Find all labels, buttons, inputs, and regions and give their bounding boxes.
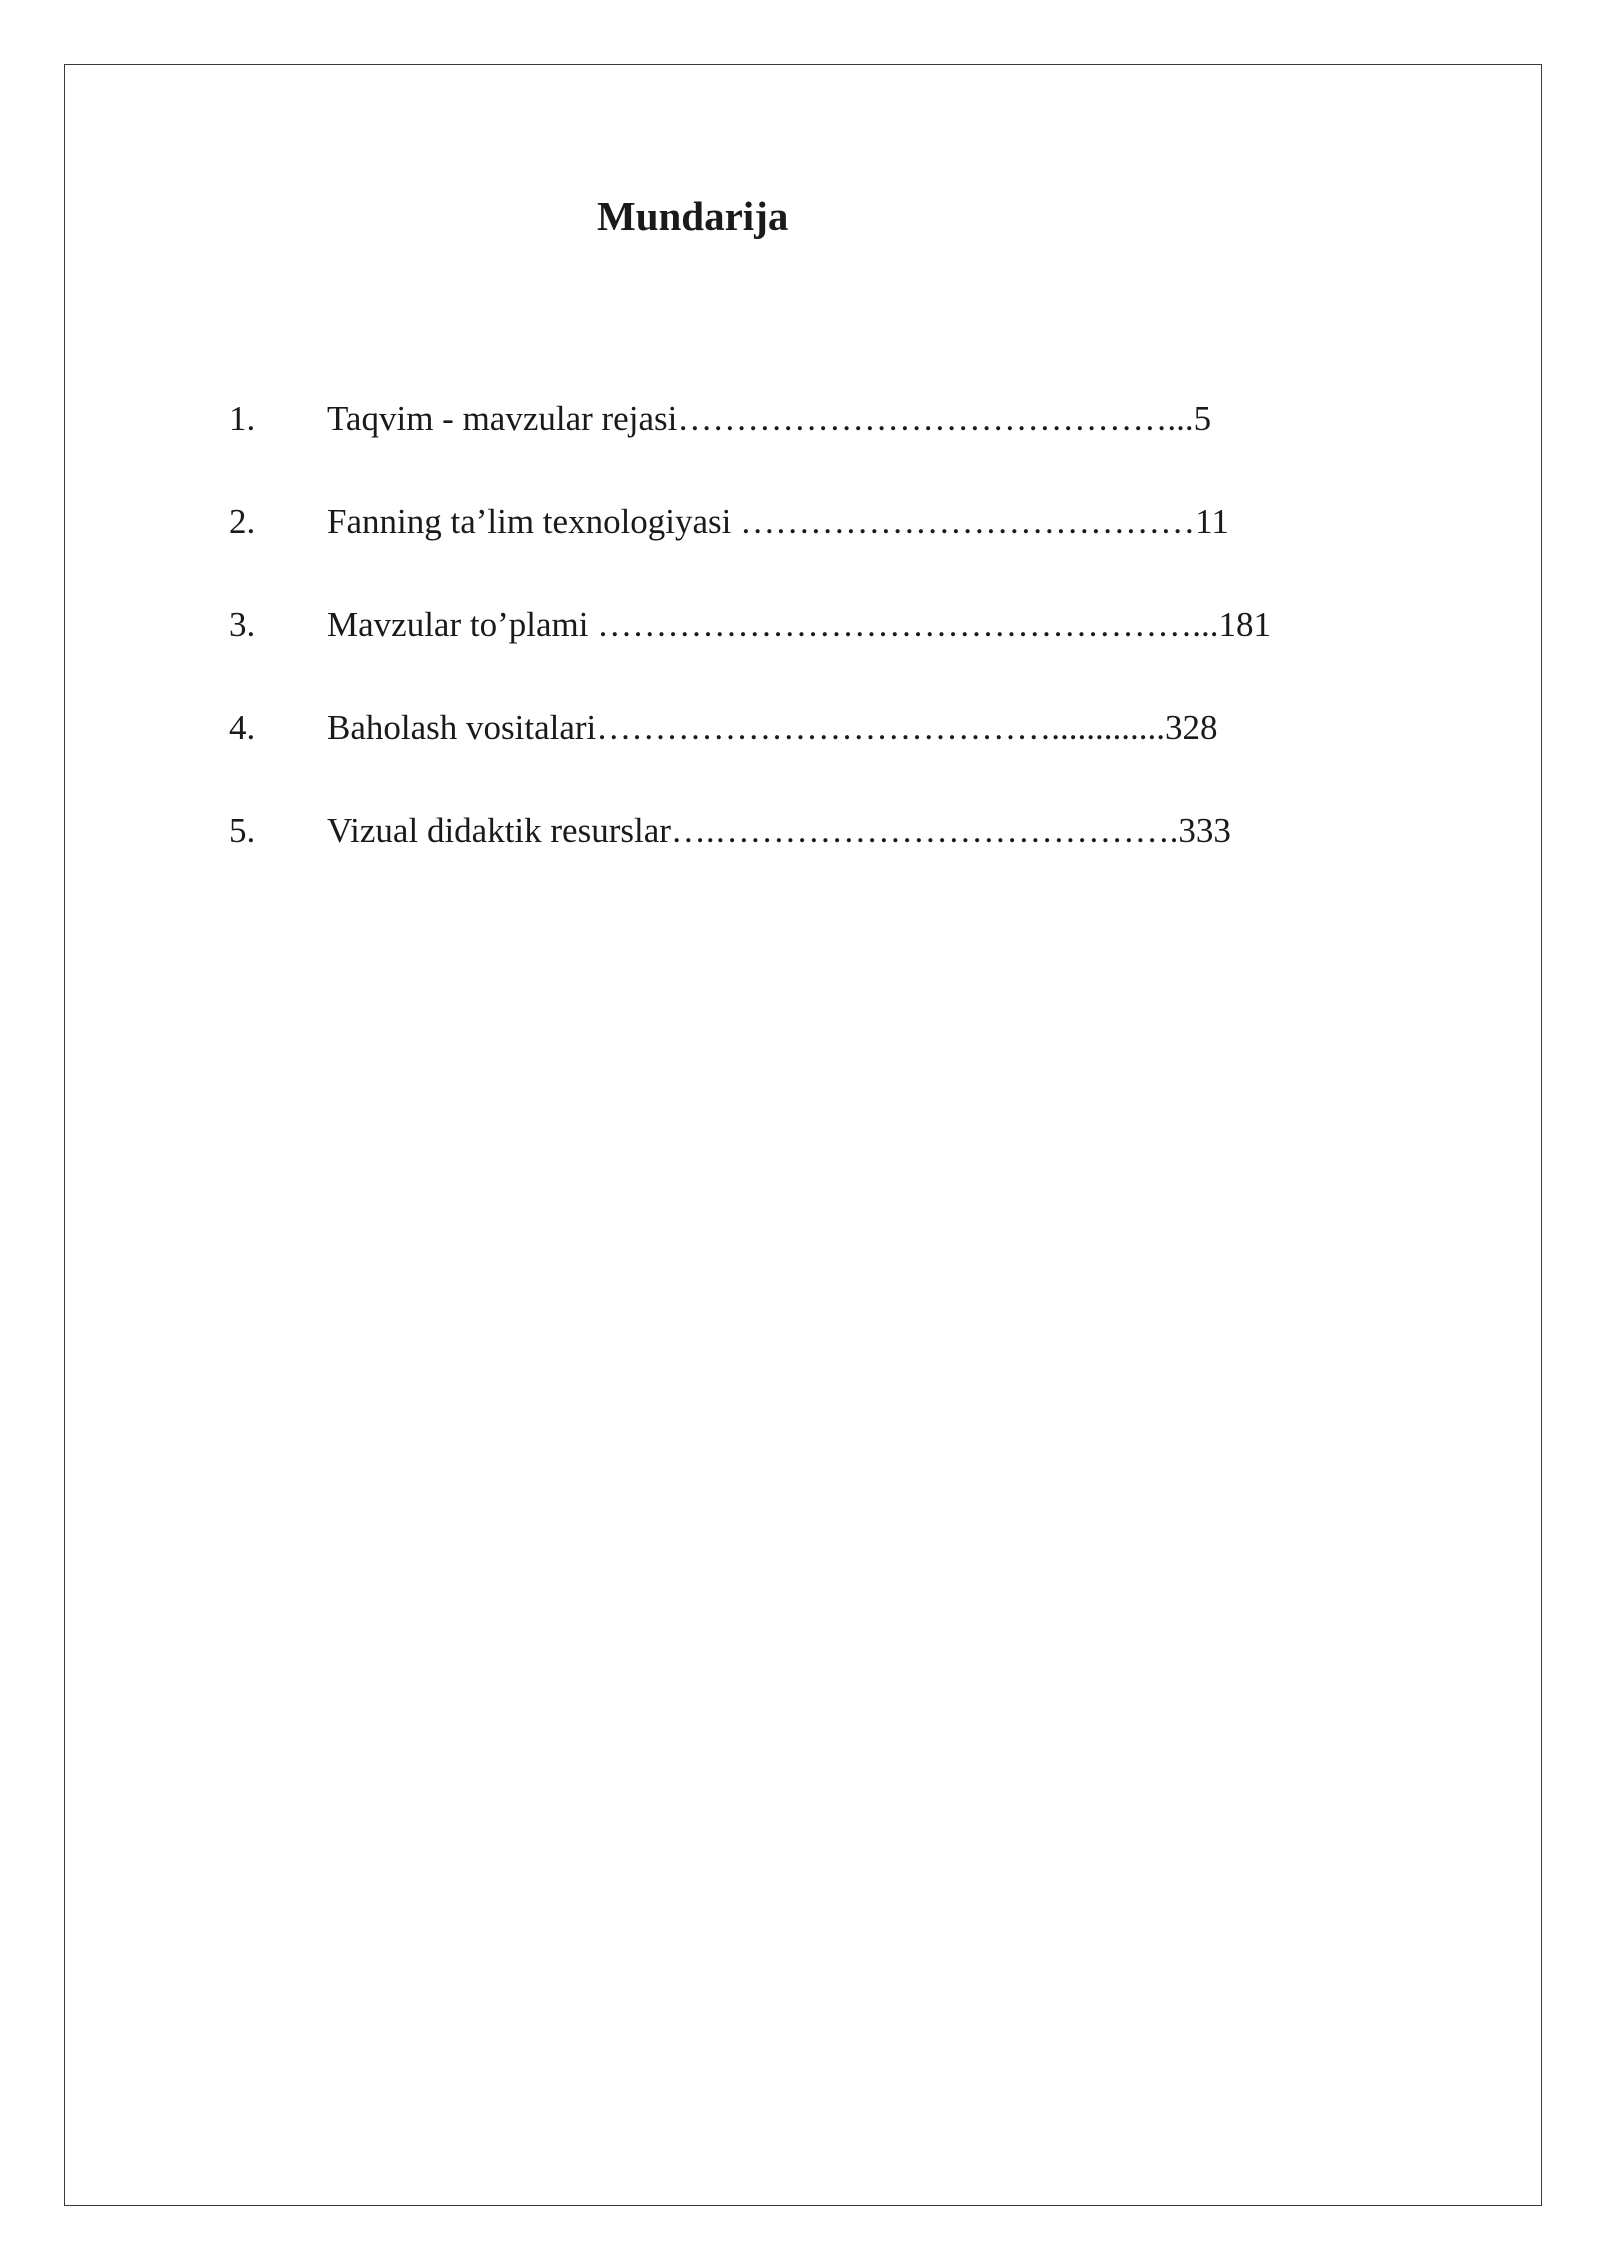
toc-item <box>0 394 1600 444</box>
toc-item <box>0 497 1600 547</box>
toc-item-text: Taqvim - mavzular rejasi……………………………………...5 <box>327 399 1212 438</box>
toc-item <box>0 806 1600 856</box>
document-title: Mundarija <box>597 193 789 239</box>
toc-item <box>0 600 1600 650</box>
toc-item-number: 1. <box>229 399 256 438</box>
toc-item-text: Baholash vositalari………………………………….............328 <box>327 708 1218 747</box>
toc-item-text: Fanning ta’lim texnologiyasi …………………………………11 <box>327 502 1229 541</box>
toc-item-text: Mavzular to’plami ……………………………………………...181 <box>327 605 1271 644</box>
toc-item-number: 4. <box>229 708 256 747</box>
page-border <box>64 64 1542 2206</box>
toc-item-number: 5. <box>229 811 256 850</box>
toc-item <box>0 703 1600 753</box>
toc-item-text: Vizual didaktik resurslar….………………………………….333 <box>327 811 1231 850</box>
toc-item-number: 2. <box>229 502 256 541</box>
toc-item-number: 3. <box>229 605 256 644</box>
